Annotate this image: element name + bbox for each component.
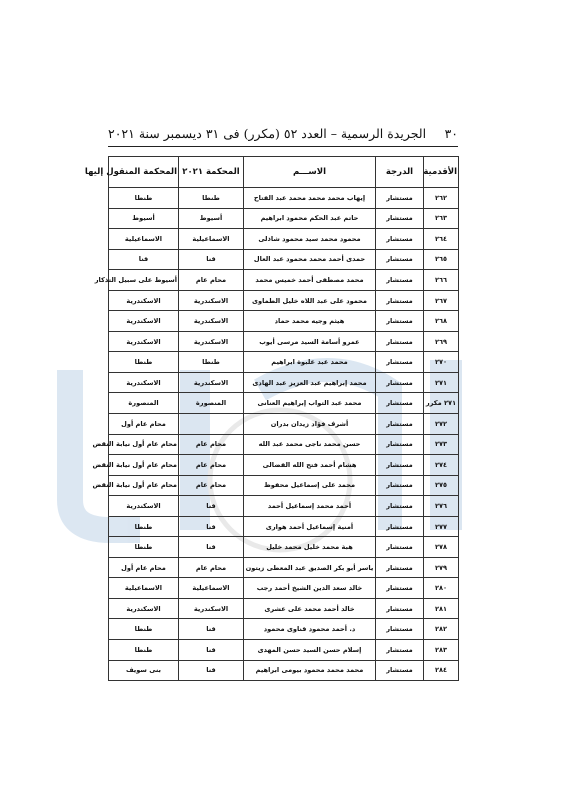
cell-court-2021: الاسكندرية [179, 311, 244, 332]
cell-rank: ٢٧٥ [424, 475, 459, 496]
cell-transferred-to: الاسماعيلية [109, 229, 179, 250]
cell-transferred-to: المنصورة [109, 393, 179, 414]
cell-rank: ٢٧٩ [424, 557, 459, 578]
cell-court-2021: قنا [179, 640, 244, 661]
cell-transferred-to: محام عام أول نيابة النقض [109, 434, 179, 455]
cell-transferred-to: الاسكندرية [109, 496, 179, 517]
cell-grade: مستشار [376, 598, 424, 619]
cell-transferred-to: الاسكندرية [109, 290, 179, 311]
cell-name: حاتم عبد الحكم محمود ابراهيم [244, 208, 376, 229]
table-row [109, 352, 459, 373]
cell-transferred-to: أسيوط [109, 208, 179, 229]
table-row [109, 393, 459, 414]
cell-grade: مستشار [376, 249, 424, 270]
cell-court-2021: قنا [179, 619, 244, 640]
table-row [109, 516, 459, 537]
cell-rank: ٢٧٧ [424, 516, 459, 537]
cell-grade: مستشار [376, 229, 424, 250]
cell-name: إيهاب محمد محمد محمد عبد الفتاح [244, 188, 376, 209]
cell-transferred-to: طنطا [109, 619, 179, 640]
table-row [109, 598, 459, 619]
cell-name: هبة محمد خليل محمد خليل [244, 537, 376, 558]
cell-transferred-to: الاسكندرية [109, 311, 179, 332]
cell-grade: مستشار [376, 516, 424, 537]
cell-name: هشام أحمد فتح الله الفضالى [244, 455, 376, 476]
cell-rank: ٢٨٤ [424, 660, 459, 681]
cell-grade: مستشار [376, 393, 424, 414]
cell-court-2021: قنا [179, 516, 244, 537]
cell-name: خالد سعد الدين الشيخ أحمد رجب [244, 578, 376, 599]
cell-rank: ٢٦٩ [424, 331, 459, 352]
cell-grade: مستشار [376, 557, 424, 578]
column-header-court-2021: المحكمة ٢٠٢١ [179, 157, 244, 188]
table-row [109, 188, 459, 209]
cell-rank: ٢٦٤ [424, 229, 459, 250]
cell-name: أمنية إسماعيل أحمد هوارى [244, 516, 376, 537]
column-header-name: الاســـم [244, 157, 376, 188]
cell-name: محمد مصطفى أحمد خميس محمد [244, 270, 376, 291]
table-row [109, 372, 459, 393]
cell-transferred-to: محام عام أول نيابة النقض [109, 455, 179, 476]
table-row [109, 537, 459, 558]
cell-name: محمد عبد علبوة ابراهيم [244, 352, 376, 373]
cell-court-2021: المنصورة [179, 393, 244, 414]
cell-court-2021: قنا [179, 537, 244, 558]
cell-rank: ٢٨٢ [424, 619, 459, 640]
cell-name: محمود محمد سيد محمود شاذلى [244, 229, 376, 250]
cell-grade: مستشار [376, 372, 424, 393]
table-row [109, 331, 459, 352]
table-header-row [109, 157, 459, 188]
cell-court-2021: الاسكندرية [179, 290, 244, 311]
cell-grade: مستشار [376, 455, 424, 476]
cell-name: محمود على عبد اللاه خليل الطماوى [244, 290, 376, 311]
cell-transferred-to: محام عام أول نيابة النقض [109, 475, 179, 496]
cell-transferred-to: محام عام أول [109, 414, 179, 435]
cell-court-2021 [179, 414, 244, 435]
cell-name: محمد إبراهيم عبد العزيز عبد الهادى [244, 372, 376, 393]
cell-grade: مستشار [376, 352, 424, 373]
cell-court-2021: الاسكندرية [179, 598, 244, 619]
cell-grade: مستشار [376, 188, 424, 209]
table-row [109, 660, 459, 681]
cell-grade: مستشار [376, 270, 424, 291]
cell-name: أحمد محمد إسماعيل أحمد [244, 496, 376, 517]
cell-court-2021: قنا [179, 496, 244, 517]
cell-court-2021: قنا [179, 249, 244, 270]
cell-rank: ٢٧٦ [424, 496, 459, 517]
cell-grade: مستشار [376, 578, 424, 599]
cell-transferred-to: طنطا [109, 640, 179, 661]
table-row [109, 619, 459, 640]
cell-grade: مستشار [376, 537, 424, 558]
cell-transferred-to: طنطا [109, 516, 179, 537]
cell-name: حسن محمد ناجى محمد عبد الله [244, 434, 376, 455]
cell-transferred-to: قنا [109, 249, 179, 270]
cell-rank: ٢٧٣ [424, 434, 459, 455]
cell-rank: ٢٧١ مكرر [424, 393, 459, 414]
page-number: ٣٠ [444, 126, 458, 141]
cell-rank: ٢٨١ [424, 598, 459, 619]
cell-transferred-to: الاسماعيلية [109, 578, 179, 599]
cell-court-2021: محام عام [179, 455, 244, 476]
cell-rank: ٢٧١ [424, 372, 459, 393]
column-header-rank: الأقدمية [424, 157, 459, 188]
cell-rank: ٢٧٤ [424, 455, 459, 476]
table-row [109, 475, 459, 496]
table-row [109, 414, 459, 435]
cell-court-2021: قنا [179, 660, 244, 681]
table-row [109, 434, 459, 455]
cell-grade: مستشار [376, 496, 424, 517]
cell-transferred-to: الاسكندرية [109, 598, 179, 619]
cell-transferred-to: بنى سويف [109, 660, 179, 681]
table-row [109, 249, 459, 270]
publication-title: الجريدة الرسمية – العدد ٥٢ (مكرر) فى ٣١ ديسمبر سنة ٢٠٢١ [108, 126, 427, 141]
cell-rank: ٢٧٢ [424, 414, 459, 435]
column-header-transferred-to: المحكمة المنقول إليها [109, 157, 179, 188]
cell-grade: مستشار [376, 414, 424, 435]
cell-name: د. أحمد محمود قناوى محمود [244, 619, 376, 640]
table-row [109, 557, 459, 578]
cell-court-2021: طنطا [179, 188, 244, 209]
cell-transferred-to: طنطا [109, 352, 179, 373]
cell-name: حمدى أحمد محمد محمود عبد العال [244, 249, 376, 270]
cell-court-2021: محام عام [179, 475, 244, 496]
table-row [109, 208, 459, 229]
cell-name: عمرو أسامة السيد مرسى أيوب [244, 331, 376, 352]
cell-grade: مستشار [376, 311, 424, 332]
cell-rank: ٢٨٠ [424, 578, 459, 599]
cell-rank: ٢٨٣ [424, 640, 459, 661]
cell-court-2021: محام عام [179, 270, 244, 291]
cell-transferred-to: طنطا [109, 537, 179, 558]
cell-court-2021: الاسماعيلية [179, 578, 244, 599]
table-row [109, 229, 459, 250]
cell-name: محمد على إسماعيل محفوظ [244, 475, 376, 496]
cell-transferred-to: أسيوط على سبيل التذكار [109, 270, 179, 291]
cell-name: محمد محمد محمود بيومى ابراهيم [244, 660, 376, 681]
cell-rank: ٢٧٨ [424, 537, 459, 558]
cell-transferred-to: الاسكندرية [109, 372, 179, 393]
cell-rank: ٢٧٠ [424, 352, 459, 373]
cell-court-2021: محام عام [179, 434, 244, 455]
table-row [109, 640, 459, 661]
header-divider [108, 146, 458, 147]
cell-grade: مستشار [376, 331, 424, 352]
table-row [109, 311, 459, 332]
cell-rank: ٢٦٦ [424, 270, 459, 291]
table-body [92, 188, 459, 681]
column-header-grade: الدرجة [376, 157, 424, 188]
cell-transferred-to: طنطا [109, 188, 179, 209]
cell-transferred-to: الاسكندرية [109, 331, 179, 352]
cell-name: هيثم وجيه محمد حماد [244, 311, 376, 332]
cell-court-2021: أسيوط [179, 208, 244, 229]
cell-name: إسلام حسن السيد حسن المهدى [244, 640, 376, 661]
cell-rank: ٢٦٧ [424, 290, 459, 311]
cell-court-2021: الاسماعيلية [179, 229, 244, 250]
cell-grade: مستشار [376, 640, 424, 661]
cell-name: ياسر أبو بكر الصديق عبد المعطى زيتون [244, 557, 376, 578]
judges-table [84, 156, 459, 681]
cell-rank: ٢٦٣ [424, 208, 459, 229]
table-row [109, 496, 459, 517]
page-header [108, 126, 458, 146]
cell-grade: مستشار [376, 208, 424, 229]
table-row [109, 290, 459, 311]
cell-name: أشرف فؤاد زيدان بدران [244, 414, 376, 435]
cell-rank: ٢٦٨ [424, 311, 459, 332]
table-row [109, 455, 459, 476]
cell-name: محمد عبد التواب إبراهيم العنانى [244, 393, 376, 414]
cell-grade: مستشار [376, 434, 424, 455]
cell-grade: مستشار [376, 475, 424, 496]
cell-court-2021: الاسكندرية [179, 372, 244, 393]
cell-court-2021: طنطا [179, 352, 244, 373]
cell-transferred-to: محام عام أول [109, 557, 179, 578]
cell-grade: مستشار [376, 619, 424, 640]
cell-rank: ٢٦٥ [424, 249, 459, 270]
cell-court-2021: محام عام [179, 557, 244, 578]
cell-grade: مستشار [376, 660, 424, 681]
cell-grade: مستشار [376, 290, 424, 311]
cell-court-2021: الاسكندرية [179, 331, 244, 352]
table-row [109, 270, 459, 291]
table-row [109, 578, 459, 599]
cell-name: خالد أحمد محمد على عشرى [244, 598, 376, 619]
cell-rank: ٢٦٢ [424, 188, 459, 209]
